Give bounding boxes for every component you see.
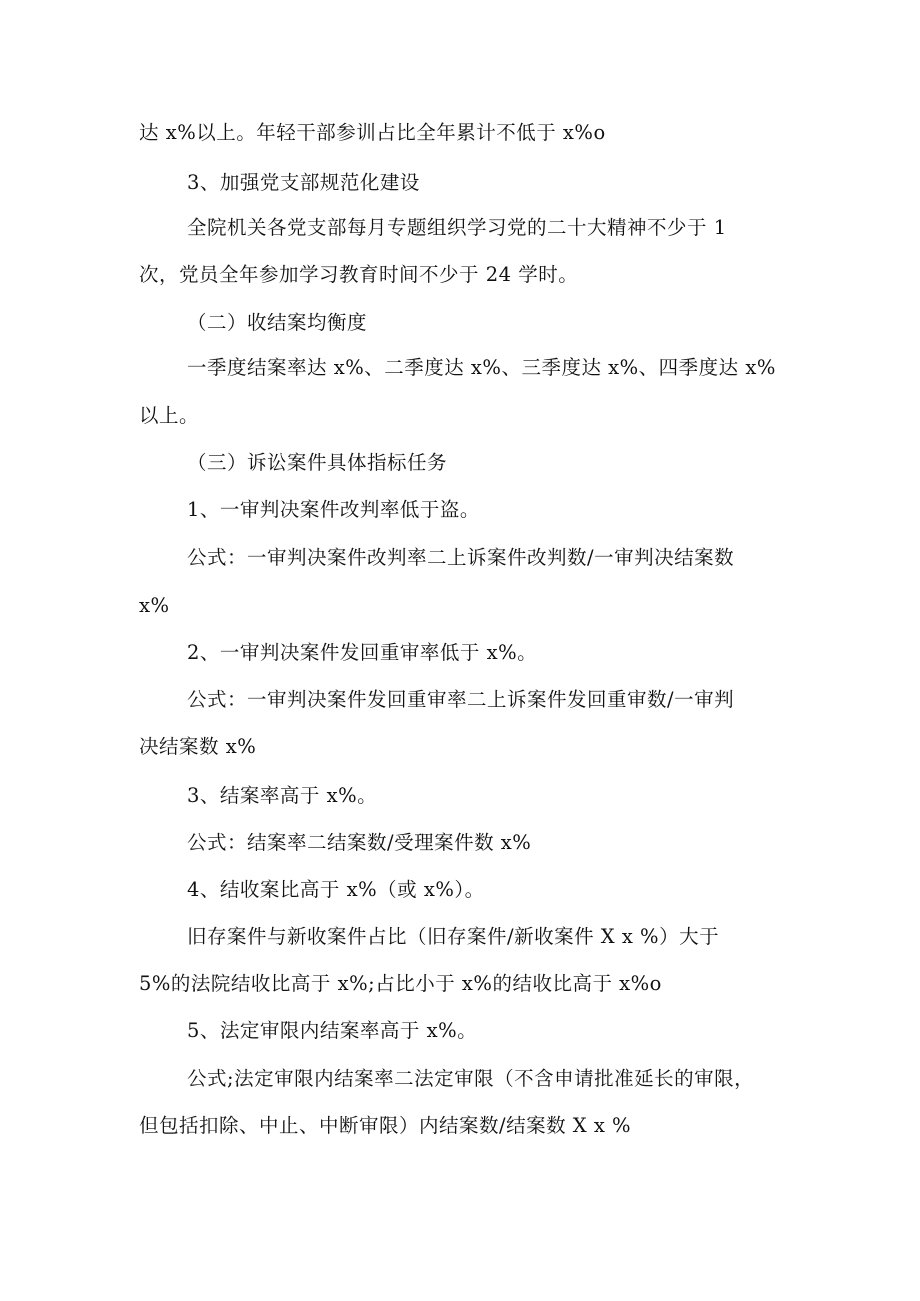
text-line: 一季度结案率达 x%、二季度达 x%、三季度达 x%、四季度达 x% [187,356,776,379]
formula-line: 公式：结案率二结案数/受理案件数 x% [187,831,532,854]
list-item: 2、一审判决案件发回重审率低于 x%。 [187,641,538,664]
text-line: 旧存案件与新收案件占比（旧存案件/新收案件 X x %）大于 [187,925,720,948]
text-line: 以上。 [139,404,200,427]
text-line: 5%的法院结收比高于 x%;占比小于 x%的结收比高于 x%o [139,972,662,995]
section-heading: （二）收结案均衡度 [187,311,368,334]
text-line: 全院机关各党支部每月专题组织学习党的二十大精神不少于 1 [187,216,727,239]
formula-line: 但包括扣除、中止、中断审限）内结案数/结案数 X x % [139,1114,632,1137]
section-heading: （三）诉讼案件具体指标任务 [187,451,448,474]
text-line: 次，党员全年参加学习教育时间不少于 24 学时。 [139,263,579,286]
section-heading: 3、加强党支部规范化建设 [187,171,420,194]
text-line: 达 x%以上。年轻干部参训占比全年累计不低于 x%o [139,121,606,144]
formula-line: x% [139,594,170,617]
list-item: 3、结案率高于 x%。 [187,784,378,807]
list-item: 4、结收案比高于 x%（或 x%）。 [187,878,485,901]
formula-line: 公式;法定审限内结案率二法定审限（不含申请批准延长的审限， [187,1067,755,1090]
formula-line: 公式：一审判决案件发回重审率二上诉案件发回重审数/一审判 [187,688,735,711]
formula-line: 决结案数 x% [139,735,257,758]
list-item: 1、一审判决案件改判率低于盗。 [187,498,480,521]
formula-line: 公式：一审判决案件改判率二上诉案件改判数/一审判决结案数 [187,546,735,569]
list-item: 5、法定审限内结案率高于 x%。 [187,1019,478,1042]
